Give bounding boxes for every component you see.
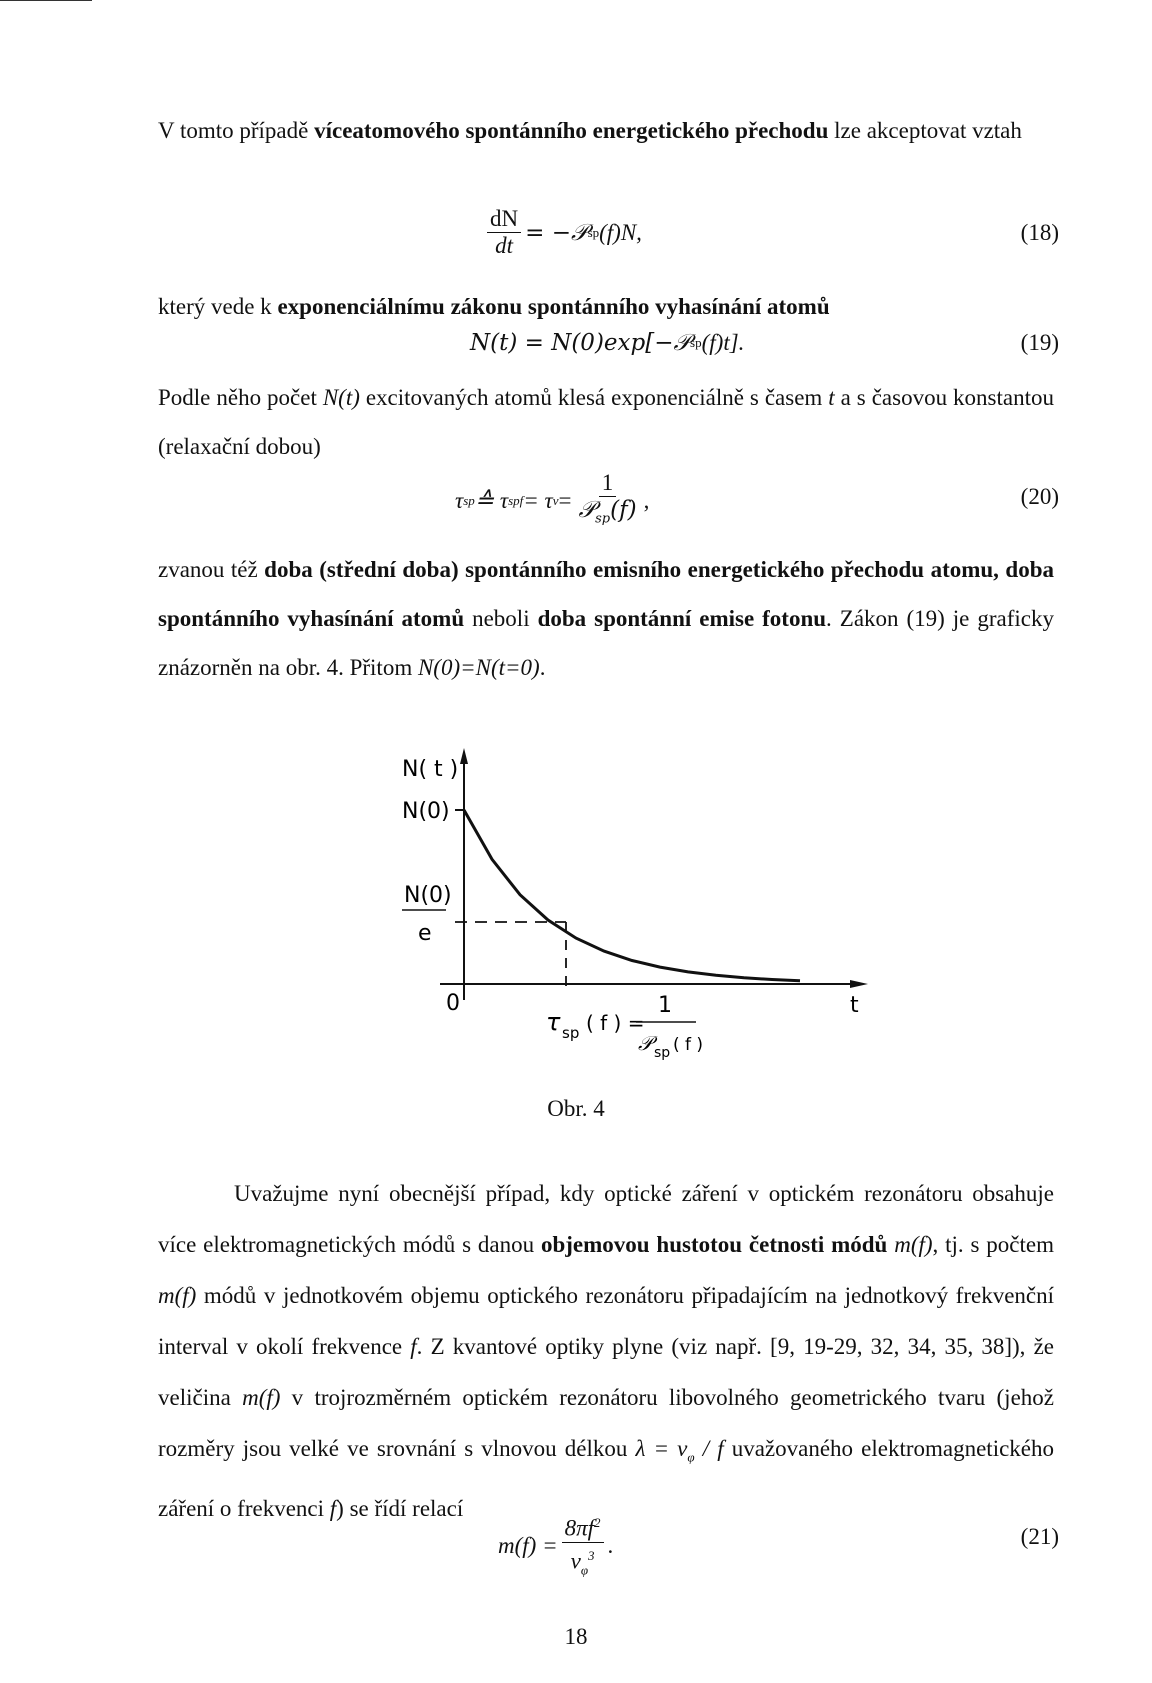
equation-tail: . <box>607 1533 614 1559</box>
tau-tail: ( f ) = <box>586 1011 651 1035</box>
y-axis-label: N( t ) <box>402 757 459 782</box>
page-number: 18 <box>564 1624 588 1649</box>
decay-curve <box>464 810 800 981</box>
text: zvanou též <box>158 557 265 582</box>
bold-term: doba (střední doba) spontánního emisního energetického přechodu atomu, doba spontánního vyhasínání atomů <box>158 557 1054 631</box>
text: módů v jednotkovém objemu optického rezonátoru připadajícím na jednotkový frekvenční interval v okolí frekvence <box>158 1283 1054 1359</box>
mode-density-fraction <box>562 1510 604 1583</box>
den-tail: (f) <box>610 497 637 523</box>
tau-fraction-subscript: sp <box>654 1045 671 1061</box>
text: . Zákon (19) je graficky znázorněn na obr. 4. Přitom <box>158 606 1054 680</box>
bold-term: exponenciálnímu zákonu spontánního vyhasínání atomů <box>277 294 830 319</box>
fraction-numerator <box>562 1510 604 1543</box>
text: V tomto případě <box>158 118 315 143</box>
superscript: 3 <box>588 1547 595 1563</box>
text: který vede k <box>158 294 278 319</box>
subscript: sp <box>595 511 611 527</box>
fraction-numerator: 1 <box>599 470 617 497</box>
numerator-text: 8πf <box>564 1515 595 1541</box>
equation-body: N(t) = N(0)exp[−𝒫 <box>470 330 691 356</box>
equation-op: = <box>558 488 572 514</box>
bold-term: víceatomového spontánního energetického přechodu <box>314 118 829 143</box>
n0-label: N(0) <box>402 799 450 824</box>
text: Uvažujme nyní obecnější případ, kdy optické záření v optickém rezonátoru obsahuje více elektromagnetických módů s danou <box>158 1181 1054 1257</box>
text: , tj. s počtem <box>932 1232 1054 1257</box>
text: ) se řídí relací <box>336 1495 464 1521</box>
text: uvažovaného elektromagnetického záření o frekvenci <box>158 1436 1054 1521</box>
subscript: v <box>552 493 559 509</box>
equation-number: (18) <box>1020 220 1059 245</box>
text: v trojrozměrném optickém rezonátoru libovolného geometrického tvaru (jehož rozměry jsou velké ve srovnání s vlnovou délkou <box>158 1385 1054 1461</box>
symbol: / f <box>694 1436 724 1461</box>
denominator-text: v <box>570 1548 581 1574</box>
y-axis-arrow <box>460 748 468 764</box>
subscript: spf <box>508 493 524 509</box>
symbol: N(t) <box>322 385 360 410</box>
script-p: 𝒫 <box>578 497 596 523</box>
figure-caption: Obr. 4 <box>547 1096 605 1121</box>
symbol: m(f) <box>242 1385 281 1410</box>
superscript: 2 <box>594 1515 601 1530</box>
fraction-denominator <box>568 1543 598 1583</box>
equation-tail: (f)t]. <box>701 330 745 355</box>
n0e-label-numerator: N(0) <box>404 883 452 908</box>
x-axis-arrow <box>850 980 868 988</box>
equation-rhs: = −𝒫 <box>525 219 588 246</box>
text: . <box>539 655 546 680</box>
subscript: sp <box>587 224 600 240</box>
bold-term: objemovou hustotou četnosti módů <box>540 1232 888 1257</box>
text: neboli <box>464 606 538 631</box>
text: a s časovou konstantou (relaxační dobou) <box>158 385 1054 459</box>
text: lze akceptovat vztah <box>828 118 1022 143</box>
subscript: φ <box>687 1449 695 1465</box>
symbol: f <box>329 1495 337 1521</box>
text: . Z kvantové optiky plyne (viz např. [9, 19-29, 32, 34, 35, 38]), že veličina <box>158 1334 1054 1410</box>
equation-op: = τ <box>523 488 553 514</box>
text: Podle něho počet <box>158 385 323 410</box>
tau-fraction-tail: ( f ) <box>673 1035 704 1055</box>
x-axis-label: t <box>850 993 859 1018</box>
n0e-label-denominator: e <box>418 921 432 946</box>
equation-number: (20) <box>1020 484 1059 509</box>
tau-subscript: sp <box>562 1024 580 1042</box>
equation-number: (21) <box>1020 1524 1059 1549</box>
tau-symbol: τ <box>546 1008 561 1036</box>
symbol: m(f) <box>158 1283 197 1308</box>
symbol: f <box>410 1334 417 1359</box>
paragraph-modes <box>158 1168 1054 1534</box>
comma: , <box>643 488 650 514</box>
symbol: m(f) <box>887 1232 933 1257</box>
symbol: t <box>828 385 835 410</box>
subscript: sp <box>690 335 702 350</box>
tau-fraction-denominator: 𝒫 <box>638 1031 653 1055</box>
equation-21 <box>0 1510 1152 1577</box>
fraction-numerator: dN <box>487 206 521 233</box>
equation-tail: (f)N, <box>599 219 642 245</box>
text: excitovaných atomů klesá exponenciálně s časem <box>359 385 829 410</box>
subscript: sp <box>463 493 475 509</box>
equation-op: ≙ τ <box>474 488 509 514</box>
equation-lhs: m(f) = <box>498 1533 558 1559</box>
tau-symbol: τ <box>455 488 464 514</box>
origin-label: 0 <box>446 991 460 1016</box>
symbol: λ = v <box>635 1436 688 1461</box>
symbol: N(0)=N(t=0) <box>417 655 540 680</box>
bold-term: doba spontánní emise fotonu <box>537 606 827 631</box>
subscript: φ <box>580 1561 589 1577</box>
equation-number: (19) <box>1020 330 1059 355</box>
tau-fraction-numerator: 1 <box>658 993 672 1018</box>
fraction-denominator: dt <box>495 233 513 258</box>
